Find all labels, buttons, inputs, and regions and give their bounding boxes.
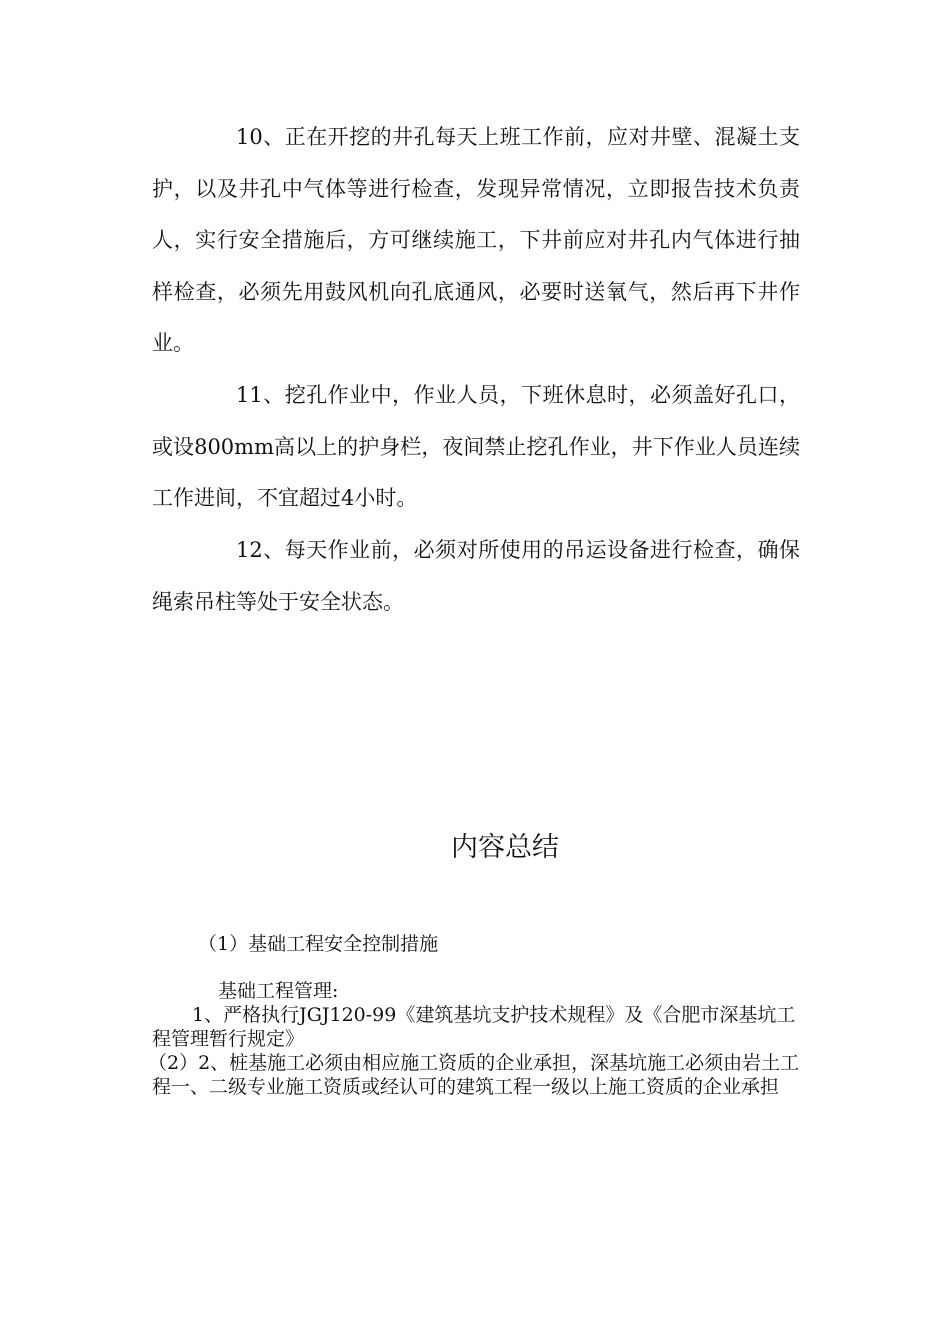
summary-item-2: （2）2、桩基施工必须由相应施工资质的企业承担，深基坑施工必须由岩土工程一、二级专业施工资质或经认可的建筑工程一级以上施工资质的企业承担 [148, 1052, 800, 1098]
summary-item-1: 1、严格执行JGJ120-99《建筑基坑支护技术规程》及《合肥市深基坑工程管理暂行规定》 [152, 1004, 796, 1050]
summary-heading: （1）基础工程安全控制措施 [198, 933, 439, 955]
summary-title: 内容总结 [451, 832, 559, 863]
paragraph-11: 11、挖孔作业中，作业人员，下班休息时，必须盖好孔口，或设800mm高以上的护身栏，夜间禁止挖孔作业，井下作业人员连续工作进间，不宜超过4小时。 [152, 383, 800, 510]
paragraph-10: 10、正在开挖的井孔每天上班工作前，应对井壁、混凝土支护，以及井孔中气体等进行检查，发现异常情况，立即报告技术负责人，实行安全措施后，方可继续施工，下井前应对井孔内气体进行抽样检查，必须先用鼓风机向孔底通风，必要时送氧气，然后再下井作业。 [152, 125, 800, 355]
summary-subheading: 基础工程管理: [218, 980, 339, 1002]
paragraph-12: 12、每天作业前，必须对所使用的吊运设备进行检查，确保绳索吊柱等处于安全状态。 [152, 538, 800, 614]
